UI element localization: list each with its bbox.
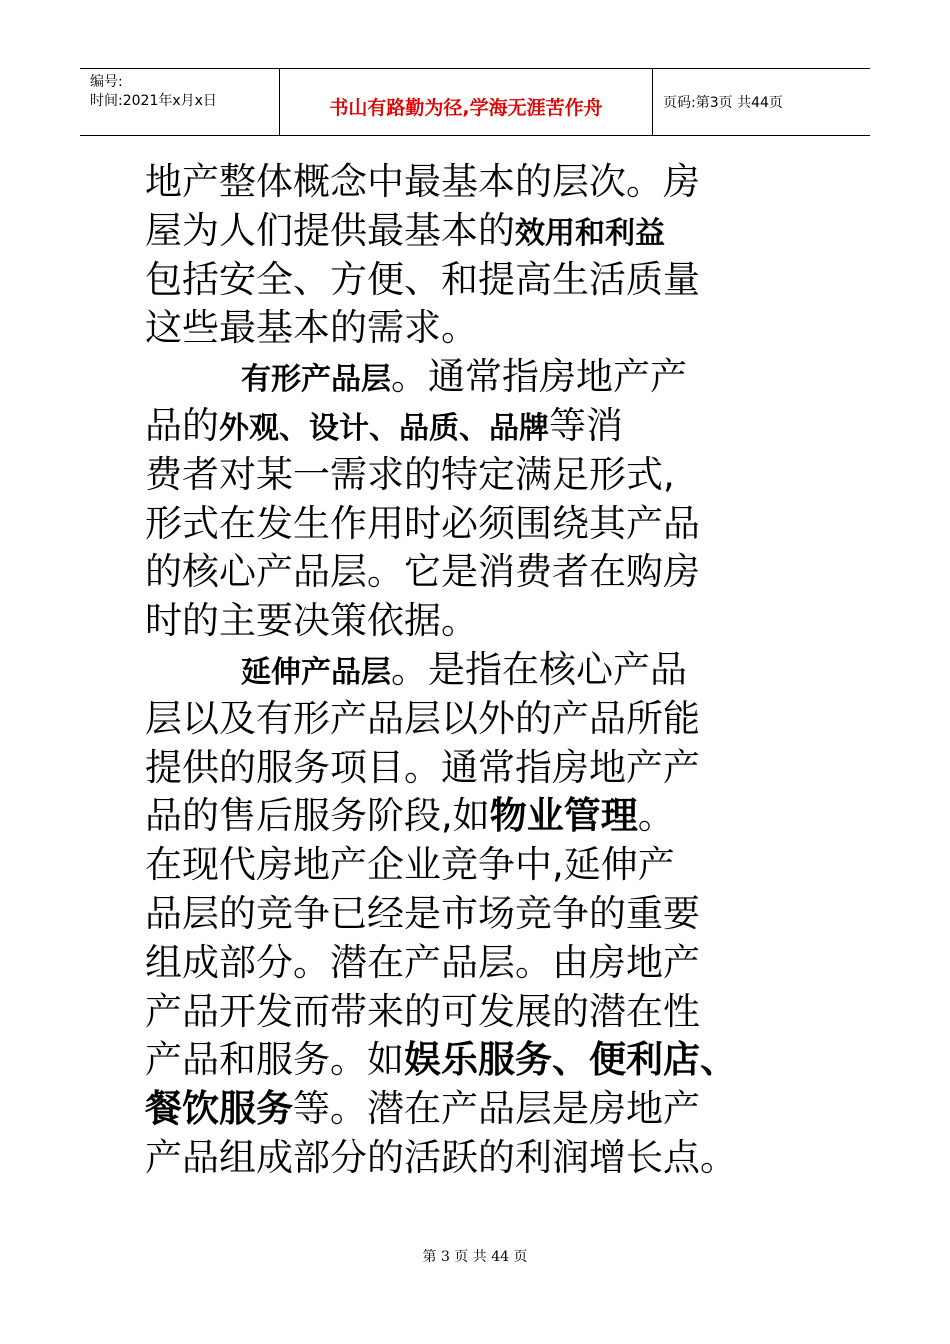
emphasis-term: 效用和利益 (515, 215, 665, 251)
paragraph-start-line (145, 353, 845, 402)
text-run: 提供的服务项目。通常指房地产产 (145, 745, 700, 789)
document-body (145, 158, 845, 1183)
text-run: 的核心产品层。它是消费者在购房 (145, 550, 700, 594)
emphasis-term: 娱乐服务、便利店、 (404, 1038, 737, 1082)
text-line (145, 207, 845, 256)
document-number-label: 编号: (90, 74, 123, 90)
header-page-info: 页码:第3页 共44页 (663, 95, 783, 111)
text-line (145, 451, 845, 500)
text-line (145, 548, 845, 597)
text-run: 。 (637, 794, 675, 838)
text-run: 在现代房地产企业竞争中,延伸产 (145, 843, 675, 887)
emphasis-term: 物业管理 (489, 794, 638, 838)
emphasis-term: 外观、设计、品质、品牌 (219, 410, 549, 446)
header-meta-cell (80, 69, 280, 135)
text-line (145, 841, 845, 890)
text-run: 包括安全、方便、和提高生活质量 (145, 257, 700, 301)
text-line (145, 1085, 845, 1134)
text-line (145, 402, 845, 451)
header-motto: 书山有路勤为径,学海无涯苦作舟 (329, 97, 603, 119)
text-run: 品层的竞争已经是市场竞争的重要 (145, 891, 700, 935)
text-line (145, 792, 845, 841)
page-footer: 第 3 页 共 44 页 (422, 1249, 528, 1265)
text-run: 组成部分。潜在产品层。由房地产 (145, 940, 700, 984)
text-line (145, 939, 845, 988)
text-line (145, 890, 845, 939)
text-run: 费者对某一需求的特定满足形式, (145, 452, 675, 496)
text-run: 形式在发生作用时必须围绕其产品 (145, 501, 700, 545)
text-run: 地产整体概念中最基本的层次。房 (145, 160, 700, 203)
text-run: 等。潜在产品层是房地产 (293, 1087, 700, 1131)
text-run: 等消 (549, 403, 623, 447)
page-header (80, 68, 870, 136)
text-line (145, 500, 845, 549)
text-line (145, 988, 845, 1037)
text-line (145, 597, 845, 646)
paragraph-start-line (145, 646, 845, 695)
section-term-extended: 延伸产品层 (241, 654, 391, 690)
emphasis-term: 餐饮服务 (145, 1087, 293, 1131)
text-run: 。通常指房地产产 (391, 355, 687, 399)
text-run: 时的主要决策依据。 (145, 599, 478, 643)
document-time-label: 时间:2021年x月x日 (90, 93, 217, 109)
text-run: 这些最基本的需求。 (145, 306, 478, 350)
text-line (145, 695, 845, 744)
text-run: 。是指在核心产品 (391, 647, 687, 691)
text-run: 层以及有形产品层以外的产品所能 (145, 696, 700, 740)
text-run: 产品和服务。如 (145, 1038, 404, 1082)
text-run: 品的 (145, 403, 219, 447)
text-line (145, 158, 845, 207)
header-page-cell (653, 69, 870, 135)
header-motto-cell (280, 69, 653, 135)
text-line (145, 1036, 845, 1085)
text-line (145, 256, 845, 305)
text-run: 品的售后服务阶段,如 (145, 794, 490, 838)
text-line (145, 1134, 845, 1183)
section-term-tangible: 有形产品层 (241, 362, 391, 398)
text-run: 屋为人们提供最基本的 (145, 208, 515, 252)
text-run: 产品组成部分的活跃的利润增长点。 (145, 1135, 737, 1179)
text-line (145, 304, 845, 353)
text-line (145, 744, 845, 793)
text-run: 产品开发而带来的可发展的潜在性 (145, 989, 700, 1033)
